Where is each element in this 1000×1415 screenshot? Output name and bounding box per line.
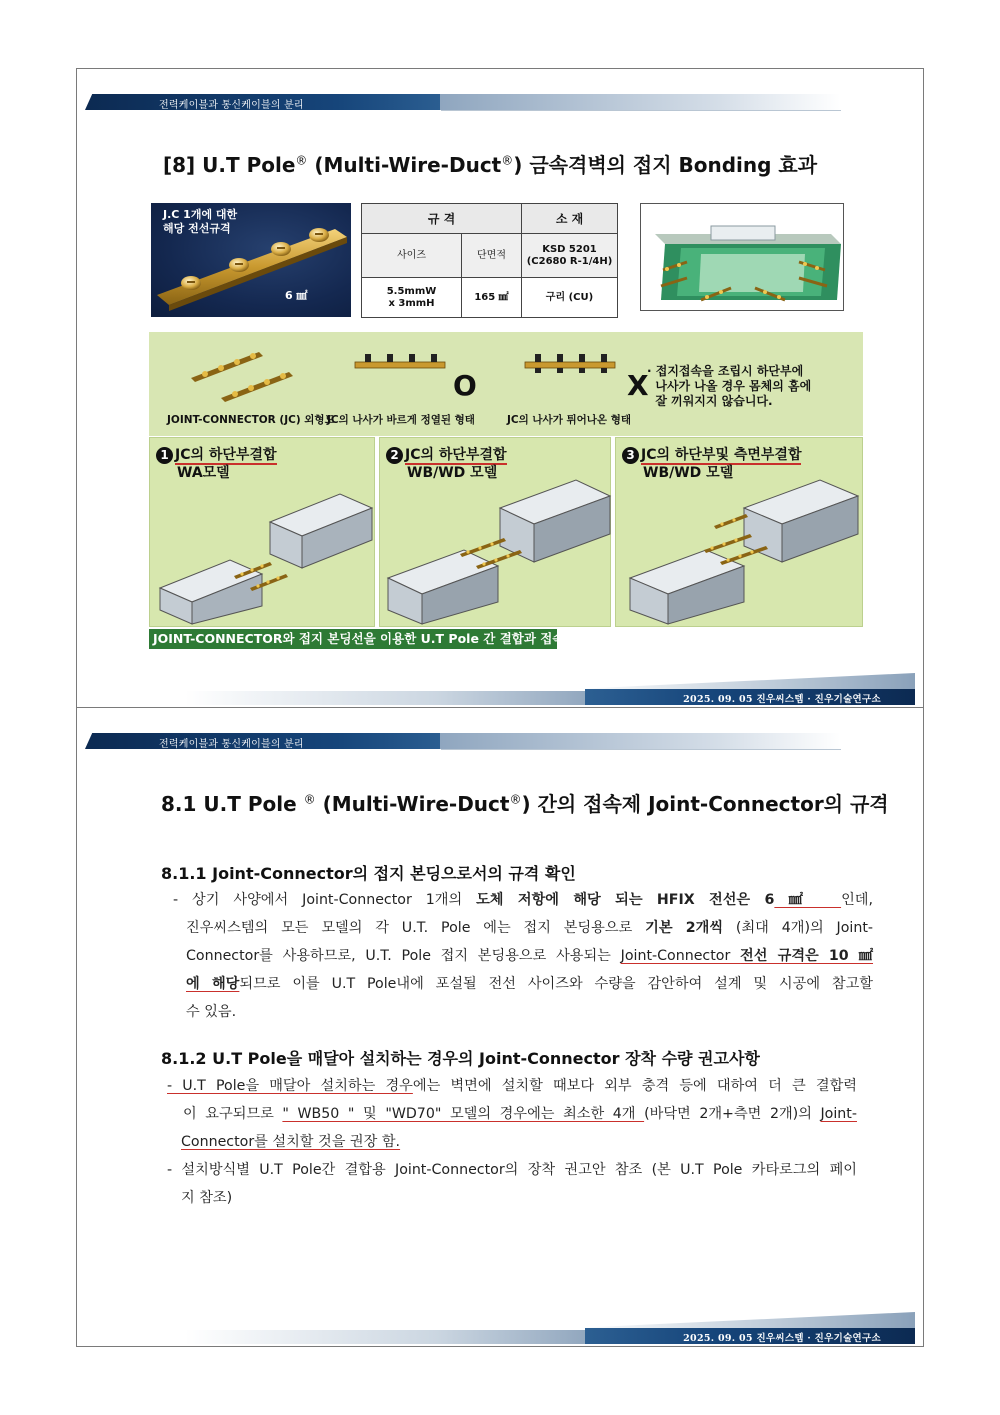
section-8-1-2-body: - U.T Pole을 매달아 설치하는 경우에는 벽면에 설치할 때보다 외부 충격 등에 대하여 더 큰 결합력 이 요구되므로 " WB50 " 및 "WD70" 모델의 경우에는 최소한 4개 (바닥면 2개+측면 2개)의 Joint- Connector를 설치할 것을 권장 함. - 설치방식별 U.T Pole간 결합용 Joint-Connector의 장착 권고안 참조 (본 U.T Pole 카타로그의 페이 지 참조) [167,1078,857,1206]
header-text: 전력케이블과 통신케이블의 분리 [159,100,304,111]
photo-caption: J.C 1개에 대한 해당 전선규격 [163,208,238,235]
slide-title: 8.1 U.T Pole ® (Multi-Wire-Duct®) 간의 접속제 Joint-Connector의 규격 [161,792,889,816]
slide-1 [76,68,924,708]
footer-band [155,1306,915,1346]
correct-mark: O [453,369,477,402]
table-cell-size-label: 사이즈 [362,234,462,278]
photo-size-label: 6 ㎟ [285,289,308,302]
label-jc-outline: JOINT-CONNECTOR (JC) 외형도 [167,414,335,426]
footer-text: 2025. 09. 05 진우씨스템 · 진우기술연구소 [683,694,881,705]
table-cell-material-value: 구리 (CU) [522,278,618,318]
section-8-1-1-body: - 상기 사양에서 Joint-Connector 1개의 도체 저항에 해당 되는 HFIX 전선은 6 ㎟ 인데, 진우씨스템의 모든 모델의 각 U.T. Pole 에는 접지 본딩용으로 기본 2개씩 (최대 4개)의 Joint- Connector를 사용하므로, U.T. Pole 접지 본딩용으로 사용되는 Joint-Connector 전선 규격은 10 ㎟ 에 해당되므로 이를 U.T Pole내에 포설될 전선 사이즈와 수량을 감안하여 설계 및 시공에 참고할 수 있음. [173,892,874,1020]
spec-table [361,203,618,318]
label-wrong-form: JC의 나사가 튀어나온 형태 [507,414,632,426]
joint-connector-photo [151,203,351,317]
footer-band [155,667,915,707]
slide-2 [76,707,924,1347]
panel-3-title: 3 JC의 하단부및 측면부결합 WB/WD 모델 [622,446,801,482]
duct-photo [640,203,844,311]
footer-text: 2025. 09. 05 진우씨스템 · 진우기술연구소 [683,1333,881,1344]
slide-title: [8] U.T Pole® (Multi-Wire-Duct®) 금속격벽의 접지 Bonding 효과 [163,153,818,177]
panel-1-wa-model [149,437,375,627]
table-cell-area-label: 단면적 [462,234,522,278]
figure-caption: JOINT-CONNECTOR와 접지 본딩선을 이용한 U.T Pole 간 결합과 접속방법 [149,629,557,649]
table-cell-ksd: KSD 5201 (C2680 R-1/4H) [522,234,618,278]
connector-form-panel [149,332,863,436]
table-cell-area-value: 165 ㎟ [462,278,522,318]
panel-2-title: 2 JC의 하단부결합 WB/WD 모델 [386,446,507,482]
header-text: 전력케이블과 통신케이블의 분리 [159,739,304,750]
table-header-spec: 규 격 [362,204,522,234]
panel-3-wb-wd-model [615,437,863,627]
panel-1-title: 1 JC의 하단부결합 WA모델 [156,446,277,482]
label-correct-form: JC의 나사가 바르게 정열된 형태 [327,414,475,426]
wrong-mark: X [627,369,649,402]
table-header-material: 소 재 [522,204,618,234]
table-cell-size-value: 5.5mmW x 3mmH [362,278,462,318]
header-band [85,730,845,754]
section-8-1-2-heading: 8.1.2 U.T Pole을 매달아 설치하는 경우의 Joint-Connector 장착 수량 권고사항 [161,1049,760,1068]
section-8-1-1-heading: 8.1.1 Joint-Connector의 접지 본딩으로서의 규격 확인 [161,864,576,883]
assembly-note: · 접지접속을 조립시 하단부에 나사가 나올 경우 몸체의 홈에 잘 끼워지지 않습니다. [647,364,812,408]
panel-2-wb-wd-model [379,437,611,627]
header-band [85,91,845,115]
